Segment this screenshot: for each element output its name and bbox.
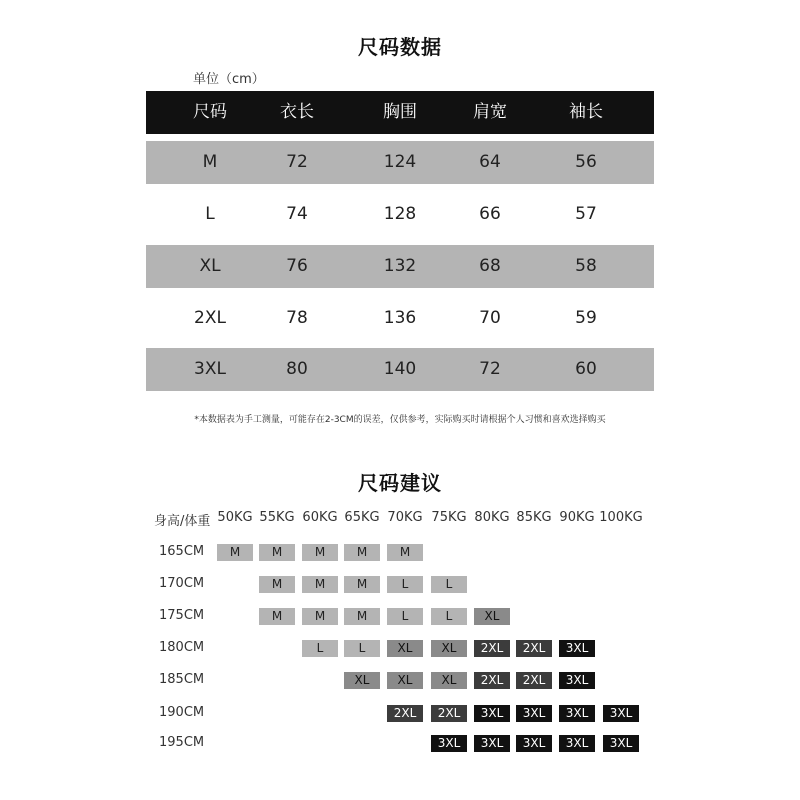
size-suggestion-cell: M <box>259 608 295 625</box>
table-cell: 68 <box>479 256 501 276</box>
size-suggestion-cell: 2XL <box>474 640 510 657</box>
size-suggestion-cell: 3XL <box>559 640 595 657</box>
size-suggestion-cell: 3XL <box>516 735 552 752</box>
size-suggestion-cell: 3XL <box>516 705 552 722</box>
table-cell: 60 <box>575 359 597 379</box>
height-label: 185CM <box>159 672 205 687</box>
size-suggestion-cell: M <box>344 544 380 561</box>
table-cell: 56 <box>575 152 597 172</box>
table-cell: 2XL <box>194 308 226 328</box>
size-suggestion-cell: XL <box>474 608 510 625</box>
table-header-cell: 尺码 <box>193 102 227 122</box>
table-cell: 3XL <box>194 359 226 379</box>
table-cell: 140 <box>383 359 417 379</box>
table-header-cell: 胸围 <box>383 102 417 122</box>
table-cell: 64 <box>479 152 501 172</box>
size-suggestion-cell: L <box>344 640 380 657</box>
weight-label: 85KG <box>516 510 552 525</box>
size-suggestion-cell: M <box>302 608 338 625</box>
size-suggestion-cell: M <box>344 576 380 593</box>
table-cell: 72 <box>479 359 501 379</box>
size-suggestion-cell: 2XL <box>387 705 423 722</box>
size-suggestion-cell: XL <box>344 672 380 689</box>
table-cell: 128 <box>383 204 417 224</box>
size-suggestion-cell: 3XL <box>603 735 639 752</box>
table-cell: 76 <box>286 256 308 276</box>
table-cell: 80 <box>286 359 308 379</box>
size-suggestion-cell: M <box>387 544 423 561</box>
weight-label: 90KG <box>559 510 595 525</box>
size-suggestion-cell: 3XL <box>474 705 510 722</box>
unit-label: 单位（cm） <box>193 72 265 87</box>
size-suggestion-cell: 3XL <box>559 672 595 689</box>
weight-label: 100KG <box>599 510 643 525</box>
measurement-note: *本数据表为手工测量，可能存在2-3CM的误差，仅供参考，实际购买时请根据个人习惯和喜欢选择购买 <box>194 415 606 425</box>
size-suggestion-cell: 3XL <box>559 705 595 722</box>
table-header-cell: 袖长 <box>569 102 603 122</box>
table-cell: 57 <box>575 204 597 224</box>
table-cell: 58 <box>575 256 597 276</box>
size-suggestion-cell: 3XL <box>559 735 595 752</box>
size-suggestion-cell: 2XL <box>431 705 467 722</box>
table-cell: 59 <box>575 308 597 328</box>
size-suggestion-cell: L <box>431 576 467 593</box>
size-suggestion-cell: 3XL <box>603 705 639 722</box>
table-cell: 74 <box>286 204 308 224</box>
size-suggestion-cell: M <box>259 576 295 593</box>
size-suggestion-cell: L <box>387 608 423 625</box>
weight-label: 55KG <box>259 510 295 525</box>
table-cell: 70 <box>479 308 501 328</box>
size-suggestion-cell: M <box>217 544 253 561</box>
size-suggestion-cell: M <box>302 576 338 593</box>
size-suggestion-cell: XL <box>387 672 423 689</box>
size-suggestion-cell: XL <box>387 640 423 657</box>
height-label: 170CM <box>159 576 205 591</box>
table-cell: 78 <box>286 308 308 328</box>
table-header-cell: 衣长 <box>280 102 314 122</box>
size-suggestion-cell: 2XL <box>474 672 510 689</box>
weight-label: 70KG <box>387 510 423 525</box>
table-cell: 72 <box>286 152 308 172</box>
size-suggestion-cell: 3XL <box>431 735 467 752</box>
size-suggestion-cell: 3XL <box>474 735 510 752</box>
size-suggestion-cell: M <box>344 608 380 625</box>
weight-label: 50KG <box>217 510 253 525</box>
size-suggestion-cell: L <box>302 640 338 657</box>
table-header-cell: 肩宽 <box>473 102 507 122</box>
height-label: 180CM <box>159 640 205 655</box>
size-suggestion-cell: L <box>431 608 467 625</box>
table-cell: 136 <box>383 308 417 328</box>
table-cell: 66 <box>479 204 501 224</box>
table-cell: L <box>205 204 215 224</box>
size-suggestion-title: 尺码建议 <box>358 471 442 495</box>
table-cell: M <box>202 152 218 172</box>
weight-label: 75KG <box>431 510 467 525</box>
size-suggestion-cell: 2XL <box>516 640 552 657</box>
size-suggestion-cell: L <box>387 576 423 593</box>
table-cell: 124 <box>383 152 417 172</box>
table-cell: 132 <box>383 256 417 276</box>
size-data-title: 尺码数据 <box>358 35 442 59</box>
height-label: 175CM <box>159 608 205 623</box>
size-suggestion-cell: 2XL <box>516 672 552 689</box>
height-label: 195CM <box>159 735 205 750</box>
size-suggestion-cell: M <box>302 544 338 561</box>
size-suggestion-cell: M <box>259 544 295 561</box>
weight-label: 80KG <box>474 510 510 525</box>
size-suggestion-cell: XL <box>431 640 467 657</box>
height-label: 190CM <box>159 705 205 720</box>
weight-label: 60KG <box>302 510 338 525</box>
height-weight-corner-label: 身高/体重 <box>154 514 211 529</box>
height-label: 165CM <box>159 544 205 559</box>
table-cell: XL <box>199 256 221 276</box>
weight-label: 65KG <box>344 510 380 525</box>
size-suggestion-cell: XL <box>431 672 467 689</box>
